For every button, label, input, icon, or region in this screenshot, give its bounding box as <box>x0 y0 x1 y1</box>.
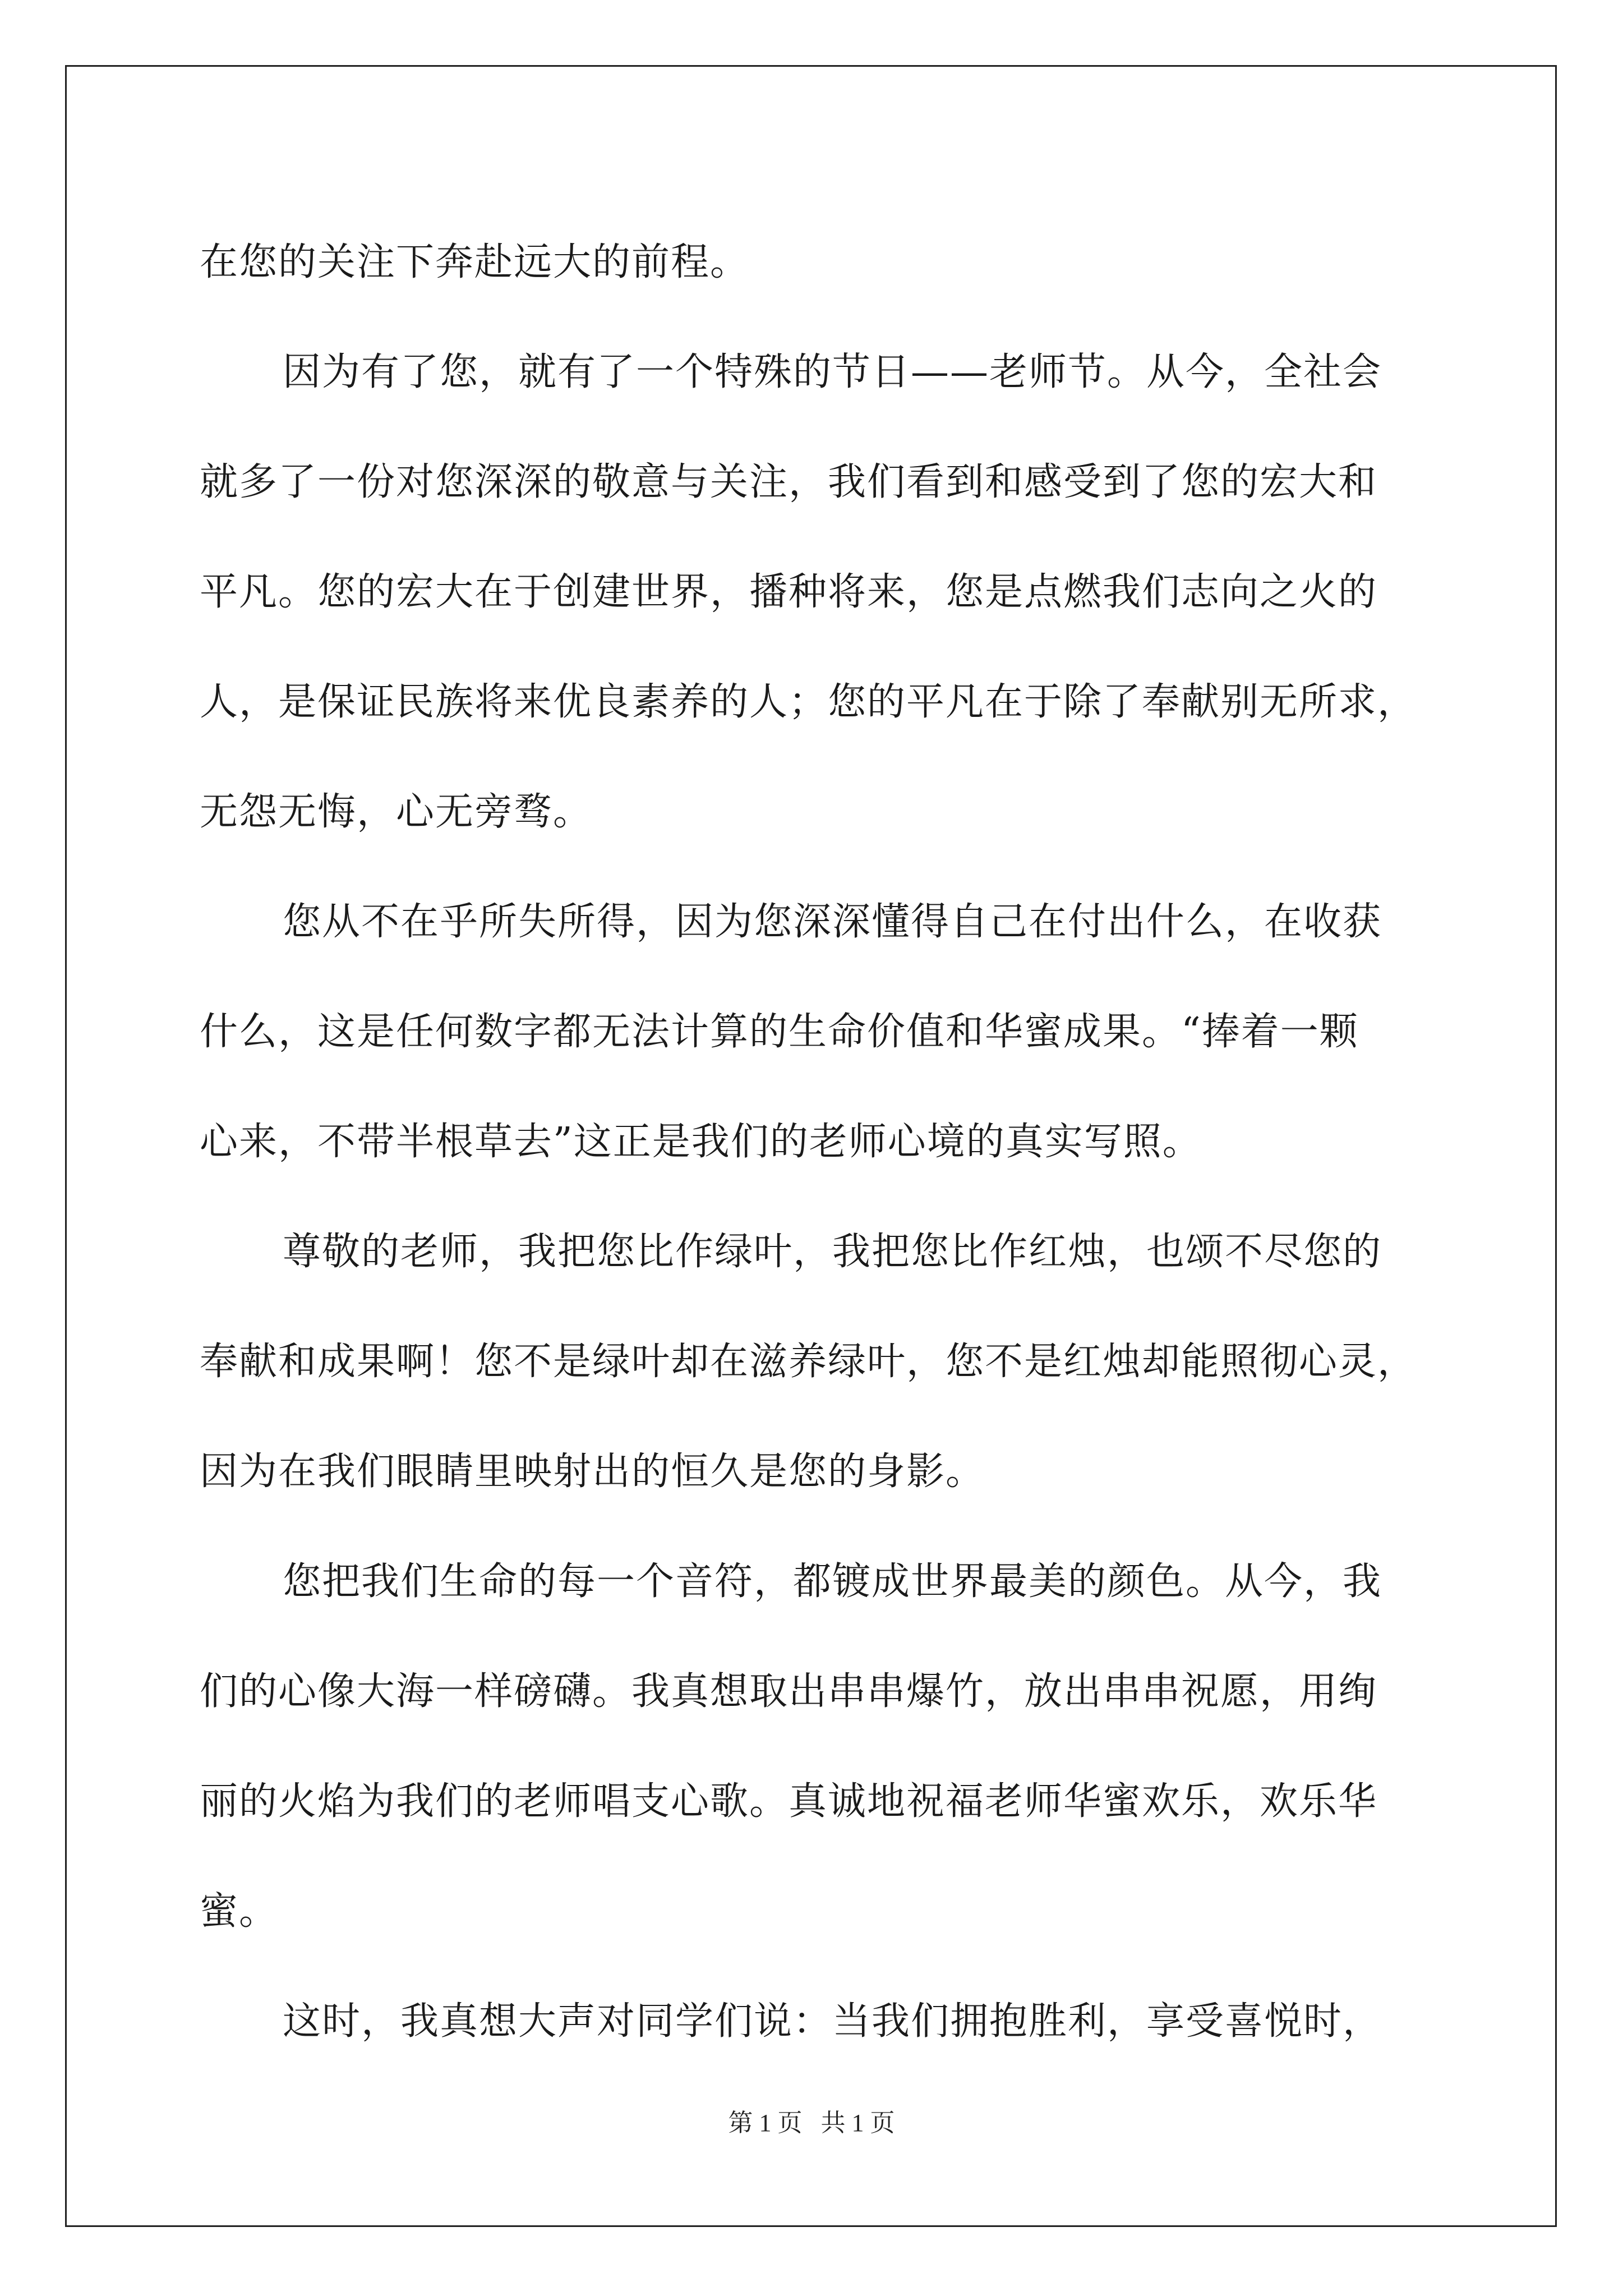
text-line: 丽的火焰为我们的老师唱支心歌。真诚地祝福老师华蜜欢乐，欢乐华 <box>200 1779 1378 1824</box>
text-line: 们的心像大海一样磅礴。我真想取出串串爆竹，放出串串祝愿，用绚 <box>200 1669 1378 1714</box>
text-line: 您从不在乎所失所得，因为您深深懂得自己在付出什么，在收获 <box>283 900 1382 944</box>
text-line: 尊敬的老师，我把您比作绿叶，我把您比作红烛，也颂不尽您的 <box>283 1230 1382 1274</box>
text-line: 人，是保证民族将来优良素养的人；您的平凡在于除了奉献别无所求， <box>200 680 1417 724</box>
text-line: 蜜。 <box>200 1889 279 1934</box>
page-footer <box>0 2102 1623 2138</box>
text-line: 无怨无悔，心无旁骛。 <box>200 790 593 834</box>
text-line: 心来，不带半根草去”这正是我们的老师心境的真实写照。 <box>200 1120 1202 1164</box>
text-line: 因为有了您，就有了一个特殊的节日——老师节。从今，全社会 <box>283 350 1382 394</box>
page-number: 第 1 页 <box>728 2109 803 2137</box>
text-line: 奉献和成果啊！您不是绿叶却在滋养绿叶，您不是红烛却能照彻心灵， <box>200 1340 1417 1384</box>
text-line: 这时，我真想大声对同学们说：当我们拥抱胜利，享受喜悦时， <box>283 1999 1382 2044</box>
text-line: 就多了一份对您深深的敬意与关注，我们看到和感受到了您的宏大和 <box>200 460 1378 504</box>
page-total: 共 1 页 <box>820 2109 895 2137</box>
footer-spacer <box>803 2109 821 2137</box>
text-line: 平凡。您的宏大在于创建世界，播种将来，您是点燃我们志向之火的 <box>200 570 1378 614</box>
text-line: 您把我们生命的每一个音符，都镀成世界最美的颜色。从今，我 <box>283 1559 1382 1604</box>
text-line: 因为在我们眼睛里映射出的恒久是您的身影。 <box>200 1450 985 1494</box>
text-line: 在您的关注下奔赴远大的前程。 <box>200 240 750 284</box>
document-body <box>200 208 1433 2077</box>
text-line: 什么，这是任何数字都无法计算的生命价值和华蜜成果。“捧着一颗 <box>200 1010 1359 1054</box>
